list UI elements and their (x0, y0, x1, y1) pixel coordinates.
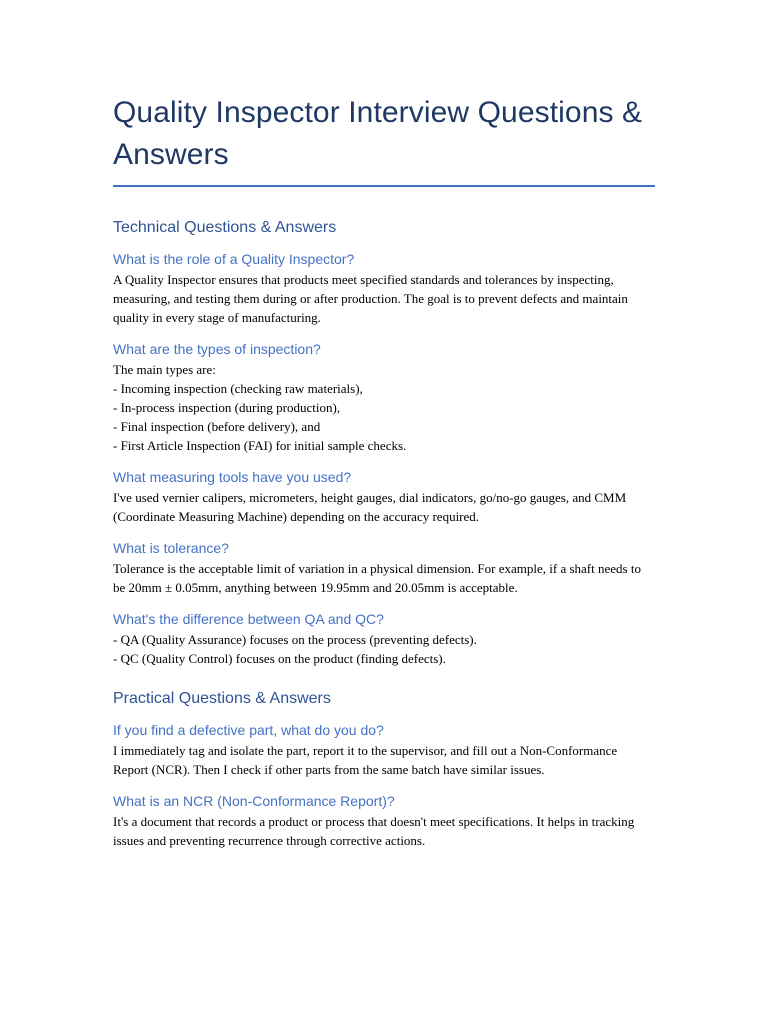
question-heading: What is tolerance? (113, 540, 229, 556)
qa-item (113, 791, 655, 850)
question-heading: What is an NCR (Non-Conformance Report)? (113, 793, 395, 809)
answer-text (113, 360, 655, 455)
answer-text (113, 812, 655, 850)
answer-line: - In-process inspection (during production), (113, 400, 341, 415)
answer-line: I immediately tag and isolate the part, report it to the supervisor, and fill out a Non-Conformance Report (NCR). Then I check if other parts from the same batch have similar issues. (113, 743, 618, 777)
answer-line: - QC (Quality Control) focuses on the product (finding defects). (113, 651, 446, 666)
document-page (113, 92, 655, 862)
answer-line: - Final inspection (before delivery), and (113, 419, 321, 434)
answer-text (113, 630, 655, 668)
answer-line: I've used vernier calipers, micrometers, height gauges, dial indicators, go/no-go gauges, and CMM (Coordinate Measuring Machine) depending on the accuracy required. (113, 490, 627, 524)
question-heading: What is the role of a Quality Inspector? (113, 251, 355, 267)
title-divider (113, 185, 655, 187)
answer-line: A Quality Inspector ensures that products meet specified standards and tolerances by inspecting, measuring, and testing them during or after production. The goal is to prevent defects and maintain quality in every stage of manufacturing. (113, 272, 628, 325)
section-heading: Practical Questions & Answers (113, 690, 331, 707)
qa-item (113, 249, 655, 327)
answer-text (113, 559, 655, 597)
section-heading: Technical Questions & Answers (113, 219, 337, 236)
qa-item (113, 720, 655, 779)
qa-item (113, 467, 655, 526)
section-practical (113, 688, 655, 850)
answer-line: The main types are: (113, 362, 216, 377)
answer-line: - QA (Quality Assurance) focuses on the process (preventing defects). (113, 632, 477, 647)
qa-item (113, 609, 655, 668)
question-heading: What's the difference between QA and QC? (113, 611, 384, 627)
question-heading: If you find a defective part, what do you do? (113, 722, 384, 738)
answer-line: It's a document that records a product or process that doesn't meet specifications. It helps in tracking issues and preventing recurrence through corrective actions. (113, 814, 635, 848)
qa-item (113, 538, 655, 597)
answer-line: - First Article Inspection (FAI) for initial sample checks. (113, 438, 407, 453)
answer-line: - Incoming inspection (checking raw materials), (113, 381, 363, 396)
answer-text (113, 270, 655, 327)
question-heading: What are the types of inspection? (113, 341, 321, 357)
question-heading: What measuring tools have you used? (113, 469, 352, 485)
document-title: Quality Inspector Interview Questions & Answers (113, 96, 643, 171)
section-technical (113, 217, 655, 668)
qa-item (113, 339, 655, 455)
answer-text (113, 488, 655, 526)
answer-line: Tolerance is the acceptable limit of variation in a physical dimension. For example, if a shaft needs to be 20mm ± 0.05mm, anything between 19.95mm and 20.05mm is acceptable. (113, 561, 641, 595)
answer-text (113, 741, 655, 779)
